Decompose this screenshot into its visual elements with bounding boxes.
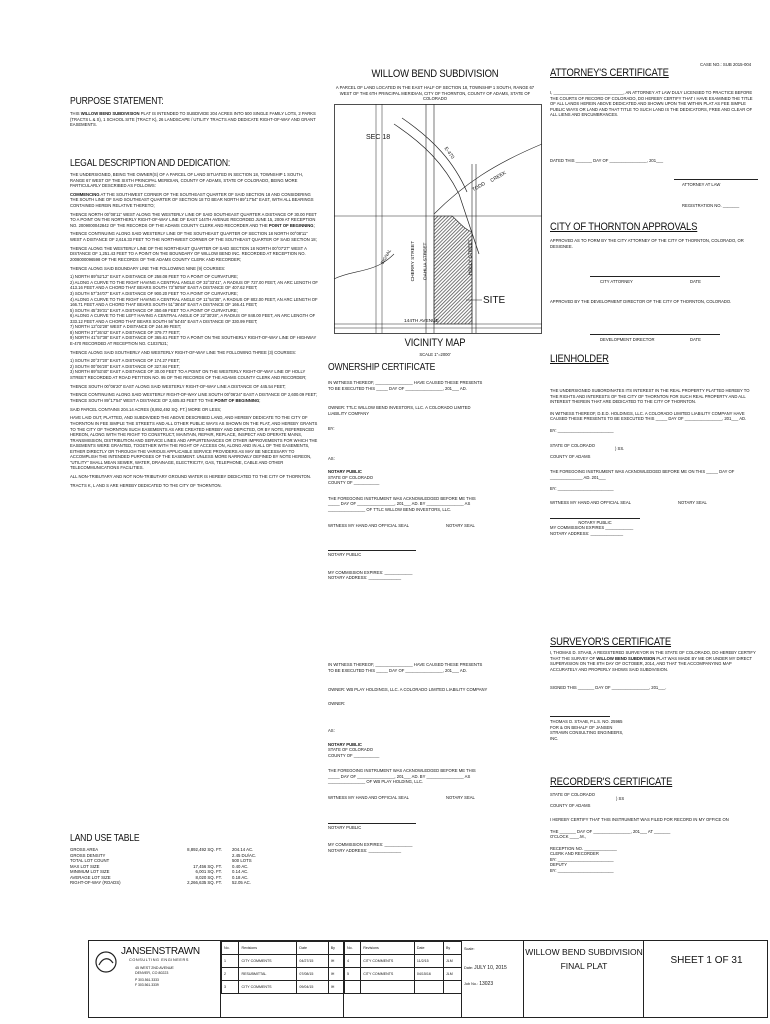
revision-no: 4 (345, 955, 361, 968)
ownership-ack-1: THE FOREGOING INSTRUMENT WAS ACKNOWLEDGED BEFORE ME THIS _____ DAY OF ________________, 201___ AD. BY ________________ AS ________________ OF TTLC WILLOW BEND INVESTORS, LLC. (328, 495, 476, 513)
land-use-label: GROSS AREA (70, 847, 99, 852)
dev-director-date-label: DATE (690, 337, 701, 342)
revision-by: JLM (443, 968, 461, 981)
revision-by (443, 981, 461, 994)
ownership-state-2: STATE OF COLORADO (328, 747, 373, 753)
ownership-by-1: BY: (328, 426, 335, 432)
land-use-label: MAX LOT SIZE (70, 863, 100, 869)
land-use-label: TOTAL LOT COUNT (70, 858, 110, 864)
left-column (70, 58, 318, 886)
revision-by: IH (328, 955, 343, 968)
revision-by: IH (328, 981, 343, 994)
ownership-ack-2: THE FOREGOING INSTRUMENT WAS ACKNOWLEDGED BEFORE ME THIS _____ DAY OF ________________, 201___ AD. BY ________________ AS ________________ OF WB PLAY HOLDING, LLC. (328, 768, 476, 785)
revision-header: By (328, 942, 343, 955)
plat-type: FINAL PLAT (560, 961, 608, 971)
firm-name: JANSENSTRAWN (121, 946, 200, 957)
courses-list-2 (70, 358, 318, 380)
land-use-sqft: 2,266,635 SQ. FT. (187, 880, 222, 886)
course-item: 3) SOUTH 57°34'07" EAST A DISTANCE OF 900.20 FEET TO A POINT OF CURVATURE; (70, 290, 238, 296)
revision-desc: CITY COMMENTS (361, 955, 415, 968)
recorder-state-row: STATE OF COLORADO ) SS (550, 792, 625, 801)
course-item: 8) NORTH 37°26'42" EAST A DISTANCE OF 379.77 FEET; (70, 329, 180, 335)
city-attorney-date-label: DATE (690, 279, 701, 284)
dev-director-signature-line (590, 334, 720, 335)
legal-p6: THENCE ALONG SAID BOUNDARY LINE THE FOLLOWING NINE (9) COURSES: (70, 265, 226, 271)
land-use-label: AVERAGE LOT SIZE (70, 874, 111, 880)
land-use-sqft: 8,892,492 SQ. FT. (187, 847, 222, 852)
center-column (326, 58, 544, 938)
purpose-text: THIS WILLOW BEND SUBDIVISION PLAT IS INTENDED TO SUBDIVIDE 204 ACRES INTO 500 SINGLE FAMILY LOTS, 2 PARKS (TRACTS L & S), 1 SCHOOL SITE (TRACT K), 26 LANDSCAPE / UTILITY TRACTS AND DEDICATE RIGHT-OF-WAY AND GRANT EASEMENTS. (70, 111, 316, 128)
firm-fax: F 303.561.3339 (135, 983, 159, 987)
map-creek-label: CREEK (489, 170, 508, 184)
ownership-owner-2: OWNER: WB PLAY HOLDINGS, LLC. A COLORADO LIMITED LIABILITY COMPANY (328, 687, 488, 693)
city-attorney-label: CITY ATTORNEY (600, 279, 633, 284)
revision-no: 2 (222, 968, 239, 981)
revision-row (222, 955, 344, 968)
map-cherry-label: CHERRY STREET (411, 240, 417, 282)
revision-header: No. (345, 942, 361, 955)
revision-header: Revisions (239, 942, 297, 955)
recorder-by-2: BY: ________________________ (550, 867, 614, 873)
lienholder-notary-public: NOTARY PUBLIC (550, 518, 640, 526)
ownership-block-1 (328, 380, 488, 581)
revision-header: Revisions (361, 942, 415, 955)
revision-date (414, 981, 443, 994)
ownership-commission-1: MY COMMISSION EXPIRES: ____________ (328, 569, 413, 575)
revision-header: Date (297, 942, 328, 955)
lienholder-address: NOTARY ADDRESS: ______________ (550, 530, 624, 536)
ownership-address-2: NOTARY ADDRESS: ______________ (328, 847, 402, 853)
lienholder-text: THE UNDERSIGNED SUBORDINATES ITS INTEREST IN THE REAL PROPERTY PLATTED HEREBY TO THE RIGHTS AND INTERESTS OF THE CITY OF THORNTON FOR SUCH REAL PROPERTY AND ALL INTEREST THEREIN THAT ARE DEDICATED TO THE CITY OF THORNTON. (550, 388, 750, 405)
ownership-notary-label-2: NOTARY PUBLIC (328, 823, 416, 831)
revision-no: 1 (222, 955, 239, 968)
revision-date: 07/08/15 (297, 968, 328, 981)
approvals-text-2: APPROVED BY THE DEVELOPMENT DIRECTOR OF THE CITY OF THORNTON, COLORADO. (550, 299, 732, 304)
legal-p2: COMMENCING AT THE SOUTHWEST CORNER OF THE SOUTHEAST QUARTER OF SAID SECTION 18 AND CONSIDERING THE SOUTH LINE OF SAID SOUTHEAST QUARTER OF SECTION 18 TO BEAR NORTH 89°17'54" EAST, WITH ALL BEARINGS CONTAINED HEREIN RELATIVE THERETO; (70, 191, 314, 208)
recorder-block (550, 792, 758, 873)
legal-p10: THENCE SOUTH 89°17'54" WEST A DISTANCE OF 2,605.83 FEET TO THE POINT OF BEGINNING; (70, 398, 261, 404)
purpose-heading: PURPOSE STATEMENT: (70, 96, 164, 107)
map-sec-label: SEC 18 (366, 134, 391, 141)
course-item: 1) NORTH 89°52'12" EAST A DISTANCE OF 258.08 FEET TO A POINT OF CURVATURE; (70, 274, 238, 280)
legal-p4: THENCE CONTINUING ALONG SAID WESTERLY LINE OF THE SOUTHEAST QUARTER OF SECTION 18 NORTH 00°08'11" WEST A DISTANCE OF 2,616.33 FEET TO THE NORTHWEST CORNER OF THE SOUTHEAST QUARTER OF SAID SECTION 18; (70, 231, 317, 243)
legal-p13: ALL NON-TRIBUTARY AND NOT NON-TRIBUTARY GROUND WATER IS HEREBY DEDICATED TO THE CITY OF THORNTON. (70, 474, 312, 480)
legal-p1: THE UNDERSIGNED, BEING THE OWNER(S) OF A PARCEL OF LAND SITUATED IN SECTION 18, TOWNSHIP 1 SOUTH, RANGE 67 WEST OF THE SIXTH PRINCIPAL MERIDIAN, COUNTY OF ADAMS, STATE OF COLORADO, BEING MORE PARTICULARLY DESCRIBED AS FOLLOWS: (70, 172, 303, 189)
map-avenue-label: 144TH AVENUE (404, 319, 439, 324)
revision-row (345, 968, 462, 981)
legal-description (70, 172, 318, 492)
ownership-witness-hand-row-1: WITNESS MY HAND AND OFFICIAL SEAL NOTARY SEAL (328, 522, 475, 528)
ownership-notary-public-2: NOTARY PUBLIC (328, 741, 362, 747)
map-signal-label: SIGNAL (379, 248, 393, 266)
revision-date: 04/27/15 (297, 955, 328, 968)
land-use-table (70, 847, 285, 886)
land-use-sqft: 6,001 SQ. FT. (195, 869, 222, 875)
land-use-label: GROSS DENSITY (70, 852, 106, 858)
title-block (88, 940, 768, 1018)
legal-p14: TRACTS K, L AND S ARE HEREBY DEDICATED TO THE CITY OF THORNTON. (70, 482, 222, 488)
map-todd-label: TODD (471, 180, 487, 194)
revision-header: By (443, 942, 461, 955)
attorney-dated: DATED THIS _______ DAY OF ________________, 201___ (550, 158, 664, 163)
lienholder-state-row: STATE OF COLORADO ) SS. (550, 443, 625, 452)
right-column (550, 58, 766, 938)
firm-logo-icon (95, 951, 117, 973)
land-use-val: 2.45 DU/AC. (232, 852, 257, 858)
course-item: 2) ALONG A CURVE TO THE RIGHT HAVING A CENTRAL ANGLE OF 32°33'41", A RADIUS OF 727.00 FEET, AN ARC LENGTH OF 413.16 FEET AND A CHORD THAT BEARS SOUTH 73°50'58" EAST A DISTANCE OF 407.62 FEET; (70, 279, 318, 291)
attorney-text: I, ______________________________, AN ATTORNEY AT LAW DULY LICENSED TO PRACTICE BEFORE THE COURTS OF RECORD OF COLORADO, DO HEREBY CERTIFY THAT I HAVE EXAMINED THE TITLE OF ALL LANDS HEREIN ABOVE DEDICATED AND SHOWN UPON THE WITHIN PLAT AS FEE SIMPLE PUBLIC WAYS OR LAND AND THAT TITLE TO SUCH LAND IS THE DEDICATORS, FREE AND CLEAR OF ALL LIENS AND ENCUMBRANCES. (550, 90, 753, 118)
revision-row (345, 981, 462, 994)
ownership-witness-2: IN WITNESS THEREOF, ________________ HAVE CAUSED THESE PRESENTS TO BE EXECUTED THIS _____ DAY OF ________________, 201___ AD. (328, 662, 483, 673)
project-name: WILLOW BEND SUBDIVISION (525, 947, 643, 957)
approvals-text-1: APPROVED AS TO FORM BY THE CITY ATTORNEY OF THE CITY OF THORNTON, COLORADO, OR DESIGNEE. (550, 238, 744, 249)
map-site-label: SITE (483, 295, 506, 306)
lienholder-witness: IN WITNESS THEREOF, D.E.D. HOLDINGS, LLC. A COLORADO LIMITED LIABILITY COMPANY HAVE CAUSED THESE PRESENTS TO BE EXECUTED THIS _____ DAY OF ________________, 201___ AD. (550, 410, 747, 422)
ownership-commission-2: MY COMMISSION EXPIRES: ____________ (328, 842, 413, 848)
revision-desc: RESUBMITTAL (239, 968, 297, 981)
attorney-registration: REGISTRATION NO. _______ (682, 203, 740, 208)
ownership-county-2: COUNTY OF ___________ (328, 752, 380, 758)
recorder-county: COUNTY OF ADAMS (550, 802, 591, 808)
recorder-deputy: DEPUTY (550, 862, 567, 868)
land-use-val: 52.05 AC. (232, 880, 251, 886)
ownership-address-1: NOTARY ADDRESS: ______________ (328, 575, 402, 581)
ownership-as-1: AS: (328, 455, 335, 461)
revisions-right-cell (344, 941, 462, 1017)
attorney-heading: ATTORNEY'S CERTIFICATE (550, 67, 669, 79)
legal-heading: LEGAL DESCRIPTION AND DEDICATION: (70, 158, 231, 169)
ownership-owner-label: OWNER: (328, 700, 346, 706)
ownership-witness-hand-row-2: WITNESS MY HAND AND OFFICIAL SEAL NOTARY SEAL (328, 795, 475, 801)
land-use-val: 204.14 AC. (232, 847, 254, 852)
land-use-row (70, 880, 285, 886)
attorney-at-law-label: ATTORNEY AT LAW (682, 182, 721, 187)
ownership-witness-1: IN WITNESS THEREOF, ________________ HAVE CAUSED THESE PRESENTS TO BE EXECUTED THIS _____ DAY OF ________________, 201___ AD. (328, 380, 483, 391)
map-e470-label: E-470 (442, 145, 456, 161)
vicinity-map-scale: SCALE 1"=2000' (419, 352, 451, 357)
ownership-heading: OWNERSHIP CERTIFICATE (328, 362, 436, 373)
date-row: Date: JULY 10, 2015 (464, 965, 507, 971)
approvals-heading: CITY OF THORNTON APPROVALS (550, 221, 698, 233)
legal-p5: THENCE ALONG THE WESTERLY LINE OF THE NORTHEAST QUARTER OF SAID SECTION 18 NORTH 00°07'27" WEST A DISTANCE OF 1,251.43 FEET TO A POINT ON THE BOUNDARY OF WILLOW BEND INC. RECORDED AT RECEPTION NO. 2008000096598 OF THE RECORDS OF THE ADAMS COUNTY CLERK AND RECORDER; (70, 245, 307, 262)
revision-date: 09/04/15 (297, 981, 328, 994)
recorder-by: BY: ________________________ (550, 856, 614, 862)
ownership-as-2: AS: (328, 728, 335, 734)
land-use-val: 0.18 AC. (232, 874, 249, 880)
land-use-sqft: 17,456 SQ. FT. (193, 863, 222, 869)
surveyor-signature-block: THOMAS D. STAAB, P.L.S. NO. 25965 FOR & ON BEHALF OF JANSEN STRAWN CONSULTING ENGINEERS, INC. (550, 719, 624, 741)
revision-row (345, 955, 462, 968)
case-number: CASE NO.: SUB 2015-004 (700, 62, 752, 67)
recorder-reception: RECEPTION NO. ______________ (550, 845, 617, 851)
subdivision-description: A PARCEL OF LAND LOCATED IN THE EAST HALF OF SECTION 18, TOWNSHIP 1 SOUTH, RANGE 67 WEST OF THE 6TH PRINCIPAL MERIDIAN, CITY OF THORNTON, COUNTY OF ADAMS, STATE OF COLORADO (335, 85, 535, 102)
land-use-label: RIGHT-OF-WAY (ROADS) (70, 880, 121, 886)
lienholder-heading: LIENHOLDER (550, 353, 609, 365)
surveyor-text: I, THOMAS D. STAAB, A REGISTERED SURVEYOR IN THE STATE OF COLORADO, DO HEREBY CERTIFY THAT THE SURVEY OF WILLOW BEND SUBDIVISION PLAT WAS MADE BY ME OR UNDER MY DIRECT SUPERVISION ON THE 8TH DAY OF OCTOBER, 2014, AND THAT THE ACCOMPANYING MAP ACCURATELY AND PROPERLY SHOWS SAID SUBDIVISION. (550, 650, 756, 672)
firm-phone: P 303.561.3333 (135, 978, 159, 982)
revision-desc: CITY COMMENTS (239, 955, 297, 968)
land-use-heading: LAND USE TABLE (70, 833, 140, 844)
revisions-left-table (221, 941, 344, 994)
attorney-signature-line (674, 179, 758, 180)
land-use-sqft: 8,020 SQ. FT. (195, 874, 222, 880)
firm-cell (89, 941, 221, 1017)
revision-no: 3 (222, 981, 239, 994)
course-item: 4) ALONG A CURVE TO THE RIGHT HAVING A CENTRAL ANGLE OF 11°54'35", A RADIUS OF 802.00 FEET, AN ARC LENGTH OF 166.71 FEET AND A CHORD THAT BEARS SOUTH 51°36'48" EAST A DISTANCE OF 166.41 FEET; (70, 296, 318, 308)
lienholder-county: COUNTY OF ADAMS (550, 453, 591, 459)
lienholder-witness-row: WITNESS MY HAND AND OFFICIAL SEAL NOTARY SEAL (550, 500, 707, 506)
job-info-cell (462, 941, 524, 1017)
dev-director-label: DEVELOPMENT DIRECTOR (600, 337, 655, 342)
recorder-the: THE _______ DAY OF ________________, 201___ AT _______ O'CLOCK ____.M., (550, 828, 671, 840)
course-item: 6) ALONG A CURVE TO THE LEFT HAVING A CENTRAL ANGLE OF 22°30'28", A RADIUS OF 848.00 FEET, AN ARC LENGTH OF 333.12 FEET AND A CHORD THAT BEARS SOUTH 56°54'45" EAST A DISTANCE OF 330.99 FEET; (70, 313, 316, 324)
lienholder-by: BY: ________________________ (550, 427, 614, 433)
firm-address-1: 45 WEST 2ND AVENUE (135, 966, 174, 970)
course-item: 2) SOUTH 00°06'20" EAST A DISTANCE OF 327.84 FEET; (70, 363, 180, 369)
revision-header: No. (222, 942, 239, 955)
revision-no (345, 981, 361, 994)
lienholder-ack: THE FOREGOING INSTRUMENT WAS ACKNOWLEDGED BEFORE ME ON THIS _____ DAY OF ______________ AD. 201___ (550, 469, 735, 480)
lienholder-by-2: BY: ________________________ (550, 486, 614, 492)
revision-date: 04/15/16 (414, 968, 443, 981)
revision-header: Date (414, 942, 443, 955)
firm-address-2: DENVER, CO 80223 (135, 971, 169, 975)
revision-desc (361, 981, 415, 994)
revision-desc: CITY COMMENTS (239, 981, 297, 994)
plat-sheet (58, 58, 769, 1018)
recorder-heading: RECORDER'S CERTIFICATE (550, 776, 673, 788)
revision-by: IH (328, 968, 343, 981)
sheet-cell (644, 941, 769, 1017)
land-use-label: MINIMUM LOT SIZE (70, 869, 110, 875)
revision-date: 11/2/15 (414, 955, 443, 968)
legal-p3: THENCE NORTH 00°08'11" WEST ALONG THE WESTERLY LINE OF SAID SOUTHEAST QUARTER A DISTANCE OF 30.00 FEET TO A POINT ON THE NORTHERLY RIGHT-OF-WAY LINE OF EAST 144TH AVENUE RECORDED JUNE 15, 2009 AT RECEPTION NO. 2009000042842 OF THE RECORDS OF THE ADAMS COUNTY CLERK AND RECORDER AND THE POINT OF BEGINNING; (70, 211, 317, 228)
subdivision-title: WILLOW BEND SUBDIVISION (371, 68, 499, 80)
recorder-clerk: CLERK AND RECORDER (550, 851, 599, 857)
revision-by: JLM (443, 955, 461, 968)
recorder-text: I HEREBY CERTIFY THAT THIS INSTRUMENT WAS FILED FOR RECORD IN MY OFFICE ON (550, 817, 729, 823)
course-item: 7) NORTH 12°02'28" WEST A DISTANCE OF 244.99 FEET; (70, 324, 182, 330)
legal-p9: THENCE CONTINUING ALONG SAID WESTERLY RIGHT-OF-WAY LINE SOUTH 00°06'24" EAST A DISTANCE OF 2,600.09 FEET; (70, 392, 317, 398)
revisions-right-table (344, 941, 462, 994)
project-cell (524, 941, 644, 1017)
ownership-county-1: COUNTY OF ___________ (328, 480, 380, 486)
lienholder-commission: MY COMMISSION EXPIRES ____________ (550, 525, 634, 531)
city-attorney-signature-line (590, 276, 720, 277)
legal-p7: THENCE ALONG SAID SOUTHERLY AND WESTERLY RIGHT-OF-WAY LINE THE FOLLOWING THREE (3) COURSES: (70, 349, 297, 355)
ownership-state-1: STATE OF COLORADO (328, 474, 373, 480)
course-item: 3) NORTH 89°53'40" EAST A DISTANCE OF 30.00 FEET TO A POINT ON THE WESTERLY RIGHT-OF-WAY LINE OF HOLLY STREET RECORDED AT ROAD PETITION NO. 95 OF THE RECORDS OF THE ADAMS COUNTY CLERK AND RECORDER; (70, 369, 307, 380)
land-use-val: 500 LOTS (232, 858, 252, 864)
legal-p11: SAID PARCEL CONTAINS 204.14 ACRES (8,892,492 SQ. FT.) MORE OR LESS; (70, 406, 222, 412)
land-use-val: 0.14 AC. (232, 869, 249, 875)
lienholder-block (550, 388, 758, 536)
revision-row (222, 981, 344, 994)
map-dahlia-label: DAHLIA STREET (423, 242, 429, 280)
ownership-notary-public-1: NOTARY PUBLIC (328, 469, 362, 475)
courses-list-1 (70, 274, 318, 346)
revision-row (222, 968, 344, 981)
ownership-notary-label-1: NOTARY PUBLIC (328, 550, 416, 558)
course-item: 5) SOUTH 45°39'31" EAST A DISTANCE OF 350.69 FEET TO A POINT OF CURVATURE; (70, 307, 238, 313)
surveyor-signed: SIGNED THIS _______ DAY OF ________________, 201___. (550, 685, 667, 690)
ownership-owner-1: OWNER: TTLC WILLOW BEND INVESTORS, LLC. A COLORADO LIMITED LIABILITY COMPANY (328, 405, 471, 416)
map-holly-label: HOLLY STREET (468, 239, 474, 275)
revision-no: 5 (345, 968, 361, 981)
job-row: Job No.: 13023 (464, 981, 494, 987)
surveyor-signature-line (550, 716, 610, 717)
legal-p8: THENCE SOUTH 00°06'20" EAST ALONG SAID WESTERLY RIGHT-OF-WAY LINE A DISTANCE OF 445.54 FEET; (70, 383, 286, 389)
sheet-number: SHEET 1 OF 31 (670, 955, 743, 966)
course-item: 1) SOUTH 20°37'20" EAST A DISTANCE OF 174.27 FEET; (70, 358, 180, 364)
revision-desc: CITY COMMENTS (361, 968, 415, 981)
scale-label: Scale: (464, 947, 475, 951)
surveyor-heading: SURVEYOR'S CERTIFICATE (550, 636, 672, 648)
ownership-block-2 (328, 662, 488, 853)
revisions-left-cell (221, 941, 344, 1017)
course-item: 9) NORTH 41°57'38" EAST A DISTANCE OF 365.61 FEET TO A POINT ON THE SOUTHERLY RIGHT-OF-WAY LINE OF HIGHWAY E-470 RECORDED AT RECEPTION NO. C1037521; (70, 335, 317, 346)
land-use-val: 0.40 AC. (232, 863, 249, 869)
firm-subtitle: CONSULTING ENGINEERS (129, 958, 190, 962)
legal-p12: HAVE LAID OUT, PLATTED, AND SUBDIVIDED THE ABOVE DESCRIBED LAND, AND HEREBY DEDICATE TO THE CITY OF THORNTON IN FEE SIMPLE THE STREETS AND ALL OTHER PUBLIC WAYS AS SHOWN ON THE PLAT, AND HEREBY GRANTS TO THE CITY OF THORNTON SUCH EASEMENTS AS ARE CREATED HEREBY AND DEPICTED, OR BY NOTE, REFERENCED HEREON, ALONG WITH THE RIGHT TO CONSTRUCT, MAINTAIN, REPAIR, REPLACE, INSPECT AND OPERATE MAINS, TRANSMISSION, DISTRIBUTION AND SERVICE LINES AND APPURTENANCES OR OTHER IMPROVEMENTS FOR WHICH THE EASEMENTS WERE GRANTED, TOGETHER WITH THE RIGHT OF ACCESS ON, ALONG AND IN ALL OF THE EASEMENTS, EITHER DIRECTLY OR THROUGH THE VARIOUS APPLICABLE SERVICE PROVIDERS AS MAY BE NECESSARY TO ACCOMPLISH THE INTENDED PURPOSES OF THE EASEMENT. UNLESS MORE NARROWLY DEFINED BY NOTE HEREON, "UTILITY" SHALL MEAN SEWER, WATER, DRAINAGE, ELECTRICITY, GAS, TELEPHONE, CABLE AND OTHER TELECOMMUNICATIONS FACILITIES. (70, 415, 318, 471)
vicinity-map-title: VICINITY MAP (404, 337, 466, 349)
